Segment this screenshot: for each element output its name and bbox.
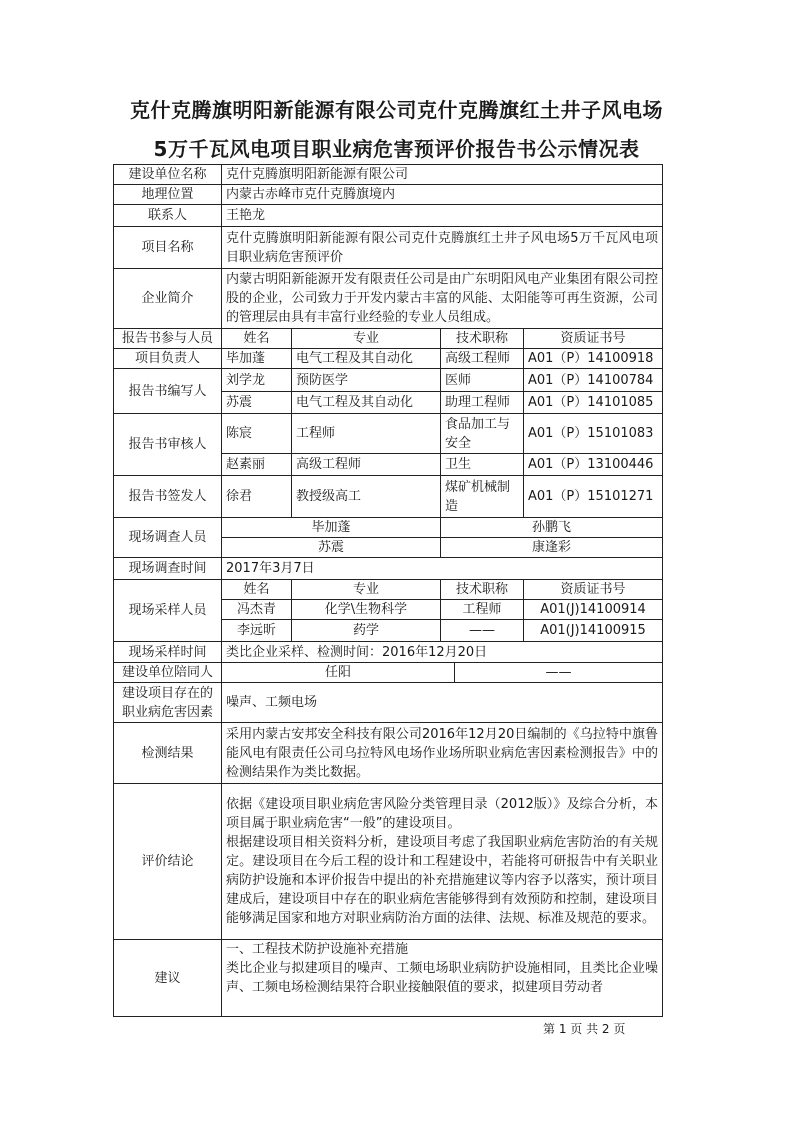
label-construction-unit: 建设单位名称: [114, 165, 222, 185]
staff-title: ——: [441, 620, 524, 642]
staff-specialty: 高级工程师: [292, 454, 441, 476]
value-company-profile: 内蒙古明阳新能源开发有限责任公司是由广东明阳风电产业集团有限公司控股的企业，公司致力于开发内蒙古丰富的风能、太阳能等可再生资源，公司的管理层由具有丰富行业经验的专业人员组成。: [222, 269, 663, 329]
staff-name: 赵素丽: [222, 454, 292, 476]
value-test-results: 采用内蒙古安邦安全科技有限公司2016年12月20日编制的《乌拉特中旗鲁能风电有限责任公司乌拉特风电场作业场所职业病危害因素检测报告》中的检测结果作为类比数据。: [222, 723, 663, 784]
label-report-reviewer: 报告书审核人: [114, 414, 222, 476]
label-company-profile: 企业简介: [114, 269, 222, 329]
survey-staff-name: 苏震: [222, 538, 441, 558]
label-suggestions: 建议: [114, 940, 222, 1017]
row-accompanying: [114, 663, 663, 683]
staff-cert: A01（P）13100446: [524, 454, 663, 476]
staff-name: 刘学龙: [222, 369, 292, 392]
label-site-sampling-time: 现场采样时间: [114, 642, 222, 663]
staff-name: 徐君: [222, 476, 292, 518]
conclusion-paragraph-2: 根据建设项目相关资料分析，建设项目考虑了我国职业病危害防治的有关规定。建设项目在今后工程的设计和工程建设中，若能将可研报告中有关职业病防护设施和本评价报告中提出的补充措施建议等内容予以落实，预计项目建成后，建设项目中存在的职业病危害能够得到有效预防和控制，建设项目能够满足国家和地方对职业病防治方面的法律、法规、标准及规范的要求。: [226, 835, 659, 926]
staff-cert: A01（P）14100784: [524, 369, 663, 392]
label-site-survey-staff: 现场调查人员: [114, 518, 222, 558]
value-accompanying-dash: ——: [455, 663, 663, 683]
label-conclusion: 评价结论: [114, 784, 222, 940]
label-location: 地理位置: [114, 185, 222, 205]
staff-specialty: 教授级高工: [292, 476, 441, 518]
header-specialty: 专业: [292, 580, 441, 600]
value-site-sampling-time: 类比企业采样、检测时间：2016年12月20日: [222, 642, 663, 663]
staff-title: 高级工程师: [441, 349, 524, 369]
staff-name: 陈宸: [222, 414, 292, 454]
staff-cert: A01(J)14100915: [524, 620, 663, 642]
label-hazards-line-2: 职业病危害因素: [121, 704, 213, 720]
staff-specialty: 化学\生物科学: [292, 600, 441, 620]
staff-title: 煤矿机械制造: [441, 476, 524, 518]
row-project-name: [114, 227, 663, 269]
row-conclusion: [114, 784, 663, 940]
label-site-sampling-staff: 现场采样人员: [114, 580, 222, 642]
staff-cert: A01（P）14101085: [524, 392, 663, 414]
page-number: 第 1 页 共 2 页: [543, 1022, 626, 1036]
conclusion-paragraph-1: 依据《建设项目职业病危害风险分类管理目录（2012版）》及综合分析，本项目属于职业病危害“一般”的建设项目。: [226, 797, 659, 831]
row-sampling-header: [114, 580, 663, 600]
survey-staff-name: 康逢彩: [441, 538, 663, 558]
label-contact: 联系人: [114, 205, 222, 227]
suggestions-heading: 一、工程技术防护设施补充措施: [226, 942, 409, 957]
header-cert: 资质证书号: [524, 329, 663, 349]
staff-title: 食品加工与安全: [441, 414, 524, 454]
staff-specialty: 电气工程及其自动化: [292, 349, 441, 369]
header-name: 姓名: [222, 580, 292, 600]
row-survey-time: [114, 558, 663, 580]
suggestions-paragraph: 类比企业与拟建项目的噪声、工频电场职业病防护设施相同，且类比企业噪声、工频电场检测结果符合职业接触限值的要求，拟建项目劳动者: [226, 961, 659, 995]
value-project-name: 克什克腾旗明阳新能源有限公司克什克腾旗红土井子风电场5万千瓦风电项目职业病危害预评价: [222, 227, 663, 269]
row-suggestions: [114, 940, 663, 1017]
row-construction-unit: [114, 165, 663, 185]
value-site-survey-time: 2017年3月7日: [222, 558, 663, 580]
staff-title: 卫生: [441, 454, 524, 476]
staff-title: 工程师: [441, 600, 524, 620]
value-suggestions: [222, 940, 663, 1017]
row-reviewer-1: [114, 414, 663, 454]
label-report-writer: 报告书编写人: [114, 369, 222, 414]
row-sampling-time: [114, 642, 663, 663]
disclosure-form-table: [113, 164, 663, 1017]
staff-name: 李远昕: [222, 620, 292, 642]
row-location: [114, 185, 663, 205]
row-contact: [114, 205, 663, 227]
label-project-lead: 项目负责人: [114, 349, 222, 369]
header-title: 技术职称: [441, 329, 524, 349]
row-signer: [114, 476, 663, 518]
row-hazards: [114, 683, 663, 723]
staff-specialty: 预防医学: [292, 369, 441, 392]
label-hazards-line-1: 建设项目存在的: [121, 685, 213, 701]
label-project-name: 项目名称: [114, 227, 222, 269]
staff-specialty: 药学: [292, 620, 441, 642]
staff-name: 苏震: [222, 392, 292, 414]
value-construction-unit: 克什克腾旗明阳新能源有限公司: [222, 165, 663, 185]
value-hazards: 噪声、工频电场: [222, 683, 663, 723]
header-title: 技术职称: [441, 580, 524, 600]
staff-cert: A01（P）15101083: [524, 414, 663, 454]
staff-title: 助理工程师: [441, 392, 524, 414]
value-contact: 王艳龙: [222, 205, 663, 227]
header-name: 姓名: [222, 329, 292, 349]
survey-staff-name: 孙鹏飞: [441, 518, 663, 538]
label-report-signer: 报告书签发人: [114, 476, 222, 518]
row-survey-staff-1: [114, 518, 663, 538]
label-accompanying: 建设单位陪同人: [114, 663, 222, 683]
header-specialty: 专业: [292, 329, 441, 349]
staff-cert: A01(J)14100914: [524, 600, 663, 620]
row-writer-1: [114, 369, 663, 392]
row-company-profile: [114, 269, 663, 329]
staff-name: 毕加蓬: [222, 349, 292, 369]
value-location: 内蒙古赤峰市克什克腾旗境内: [222, 185, 663, 205]
staff-specialty: 电气工程及其自动化: [292, 392, 441, 414]
staff-cert: A01（P）14100918: [524, 349, 663, 369]
label-participants: 报告书参与人员: [114, 329, 222, 349]
survey-staff-name: 毕加蓬: [222, 518, 441, 538]
label-hazards: [114, 683, 222, 723]
row-project-lead: [114, 349, 663, 369]
staff-name: 冯杰青: [222, 600, 292, 620]
row-test-results: [114, 723, 663, 784]
document-title-line-2: 5万千瓦风电项目职业病危害预评价报告书公示情况表: [153, 137, 640, 161]
label-site-survey-time: 现场调查时间: [114, 558, 222, 580]
value-conclusion: [222, 784, 663, 940]
staff-cert: A01（P）15101271: [524, 476, 663, 518]
label-test-results: 检测结果: [114, 723, 222, 784]
staff-title: 医师: [441, 369, 524, 392]
document-title-line-1: 克什克腾旗明阳新能源有限公司克什克腾旗红土井子风电场: [130, 98, 663, 122]
staff-specialty: 工程师: [292, 414, 441, 454]
value-accompanying-name: 任阳: [222, 663, 455, 683]
row-participants-header: [114, 329, 663, 349]
header-cert: 资质证书号: [524, 580, 663, 600]
